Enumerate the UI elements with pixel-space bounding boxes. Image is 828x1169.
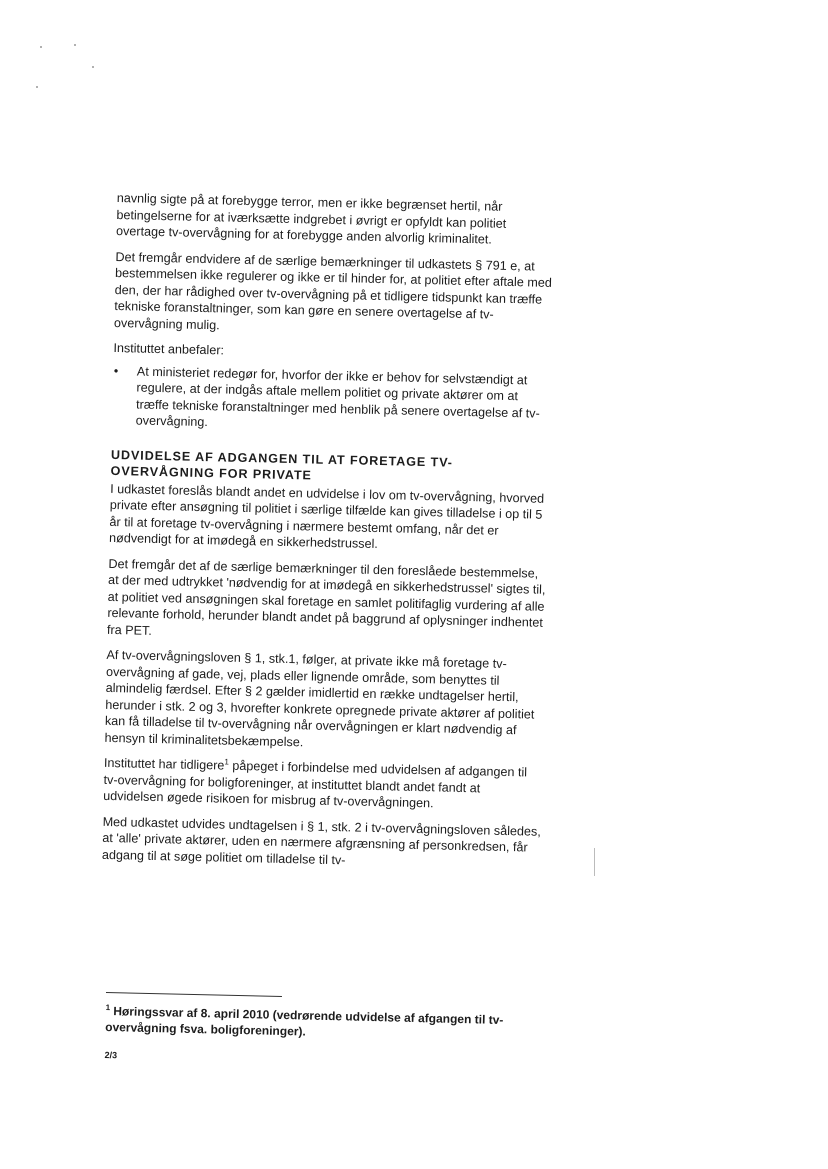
footnote-text: Høringssvar af 8. april 2010 (vedrørende udvidelse af afgangen til tv-overvågning fsva. boligforeninger). — [105, 1004, 504, 1039]
section-heading: UDVIDELSE AF ADGANGEN TIL AT FORETAGE TV-OVERVÅGNING FOR PRIVATE — [110, 447, 454, 483]
recommendation-list — [112, 362, 553, 438]
paragraph-4-start: Instituttet har tidligere — [103, 755, 225, 773]
footnote-area — [104, 992, 545, 1073]
footnote-marker: 1 — [105, 1002, 111, 1013]
section-paragraph-2: Det fremgår det af de særlige bemærkninger til den foreslåede bestemmelse, at der med udtrykket 'nødvendig for at imødegå en sikkerhedstrussel' sigtes til, at politiet ved ansøgningen skal foretage en samlet politifaglig vurdering af alle relevante forhold, herunder blandt andet på baggrund af oplysninger indhentet fra PET. — [106, 556, 546, 638]
bullet-icon: • — [113, 363, 119, 378]
document-body — [102, 190, 557, 882]
page-number: 2/3 — [104, 1049, 118, 1061]
recommendation-item — [112, 362, 553, 438]
paragraph-intro: navnlig sigte på at forebygge terror, men er ikke begrænset hertil, når betingelserne for at iværksætte indgrebet i øvrigt er opfyldt kan politiet overtage tv-overvågning for at forebygge anden alvorlig kriminalitet. — [115, 190, 507, 247]
footnote — [105, 1003, 546, 1045]
paragraph-remarks: Det fremgår endvidere af de særlige bemærkninger til udkastets § 791 e, at bestemmelsen ikke regulerer og ikke er til hinder for, at politiet efter aftale med den, der har rådighed over tv-overvågning på et tidligere tidspunkt kan træffe tekniske foranstaltninger, som kan gøre en senere overtagelse af tv-overvågning mulig. — [113, 249, 552, 332]
section-paragraph-3: Af tv-overvågningsloven § 1, stk.1, følger, at private ikke må foretage tv-overvågning af gade, vej, plads eller lignende område, som benyttes til almindelig færdsel. Efter § 2 gælder imidlertid en række undtagelser hertil, herunder i stk. 2 og 3, hvorefter konkrete opregnede private aktører af politiet kan få tilladelse til tv-overvågning når overvågningen er klart nødvendig af hensyn til kriminalitetsbekæmpelse. — [104, 647, 535, 749]
section-paragraph-1: I udkastet foreslås blandt andet en udvidelse i lov om tv-overvågning, hvorved private efter ansøgning til politiet i særlige tilfælde kan gives tilladelse i op til 5 år til at foretage tv-overvågning i nærmere bestemt omfang, når det er nødvendigt for at imødegå en sikkerhedstrussel. — [108, 481, 545, 552]
section-paragraph-5: Med udkastet udvides undtagelsen i § 1, stk. 2 i tv-overvågningsloven således, at 'alle' private aktører, uden en nærmere afgrænsning af personkredsen, får adgang til at søge politiet om tilladelse til tv- — [101, 814, 541, 867]
margin-mark — [594, 848, 595, 876]
section-paragraph-4 — [103, 755, 544, 814]
recommendation-lead: Instituttet anbefaler: — [113, 340, 225, 358]
footnote-divider — [106, 992, 282, 997]
recommendation-text: At ministeriet redegør for, hvorfor der ikke er behov for selvstændigt at regulere, at der indgås aftale mellem politiet og private aktører om at træffe tekniske foranstaltninger med henblik på senere overtagelse af tv-overvågning. — [135, 363, 540, 430]
paragraph-4-rest: påpeget i forbindelse med udvidelsen af adgangen til tv-overvågning for boligforeninger, at instituttet blandt andet fandt at udvidelsen øgede risikoen for misbrug af tv-overvågningen. — [103, 758, 528, 811]
footnote-reference[interactable]: 1 — [224, 757, 230, 767]
